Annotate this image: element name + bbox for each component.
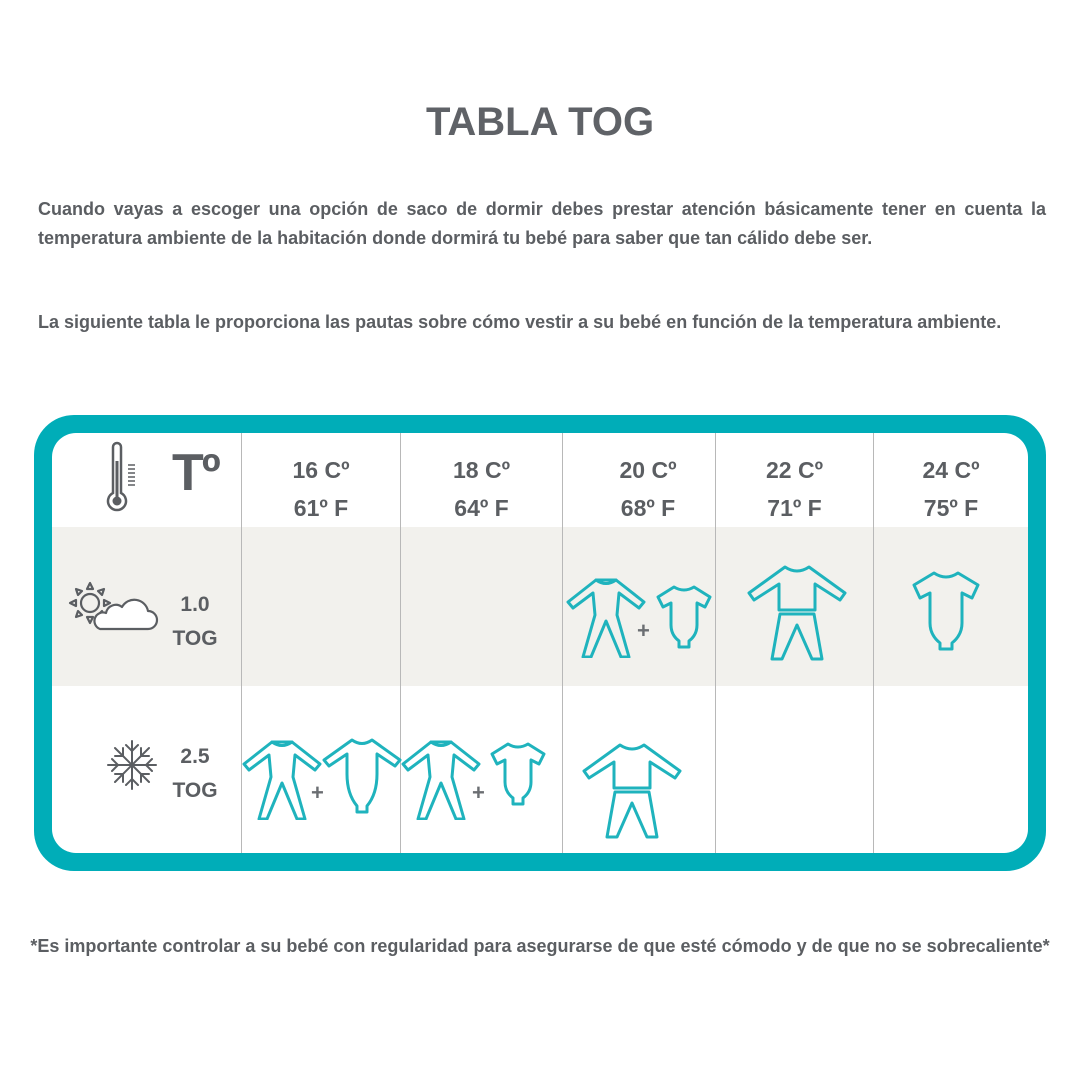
sleepsuit-icon bbox=[242, 736, 322, 820]
temp-header-18 bbox=[401, 451, 562, 527]
temp-celsius: 20 Cº bbox=[619, 457, 677, 483]
temp-header-16 bbox=[242, 451, 400, 527]
tog-value: 1.0 bbox=[180, 593, 210, 616]
pyjama-set-icon bbox=[582, 741, 682, 841]
column-divider bbox=[562, 433, 563, 853]
short-sleeve-bodysuit-icon bbox=[490, 741, 546, 811]
temp-celsius: 22 Cº bbox=[766, 457, 823, 483]
long-sleeve-bodysuit-icon bbox=[322, 736, 402, 816]
temp-fahrenheit: 64º F bbox=[454, 495, 509, 521]
thermometer-icon bbox=[104, 441, 144, 517]
intro-paragraph-2: La siguiente tabla le proporciona las pautas sobre cómo vestir a su bebé en función de la temperatura ambiente. bbox=[38, 312, 1002, 332]
plus-sign: + bbox=[637, 618, 650, 643]
sleepsuit-icon bbox=[566, 574, 646, 658]
page-title: TABLA TOG bbox=[425, 100, 655, 144]
sun-cloud-icon bbox=[64, 579, 160, 633]
temp-fahrenheit: 68º F bbox=[620, 495, 676, 521]
tog-label-2 bbox=[155, 740, 235, 808]
tog-table-frame bbox=[34, 415, 1046, 871]
temp-header-22 bbox=[716, 451, 873, 527]
temp-header-20 bbox=[572, 451, 724, 527]
temperature-label: Tº bbox=[172, 444, 219, 502]
temp-celsius: 24 Cº bbox=[922, 457, 980, 483]
tog-unit: TOG bbox=[172, 627, 218, 650]
tog-label-1 bbox=[155, 588, 235, 656]
intro-paragraph-1: Cuando vayas a escoger una opción de saco de dormir debes prestar atención básicamente tener en cuenta la temperatura ambiente de la habitación donde dormirá tu bebé para saber que tan cálido debe ser. bbox=[38, 199, 1046, 248]
sleepsuit-icon bbox=[401, 736, 481, 820]
tog-table bbox=[52, 433, 1028, 853]
temp-fahrenheit: 71º F bbox=[767, 495, 822, 521]
short-sleeve-bodysuit-icon bbox=[910, 569, 982, 659]
temp-header-24 bbox=[874, 451, 1028, 527]
temp-fahrenheit: 61º F bbox=[293, 495, 349, 521]
tog-value: 2.5 bbox=[180, 745, 210, 768]
plus-sign: + bbox=[472, 780, 485, 805]
short-sleeve-bodysuit-icon bbox=[656, 584, 712, 654]
pyjama-set-icon bbox=[747, 563, 847, 663]
temp-fahrenheit: 75º F bbox=[923, 495, 979, 521]
plus-sign: + bbox=[311, 780, 324, 805]
temp-celsius: 18 Cº bbox=[453, 457, 510, 483]
footnote: *Es importante controlar a su bebé con regularidad para asegurarse de que esté cómodo y de que no se sobrecaliente* bbox=[30, 936, 1050, 956]
tog-unit: TOG bbox=[172, 779, 218, 802]
temp-celsius: 16 Cº bbox=[292, 457, 350, 483]
snowflake-icon bbox=[106, 739, 158, 791]
